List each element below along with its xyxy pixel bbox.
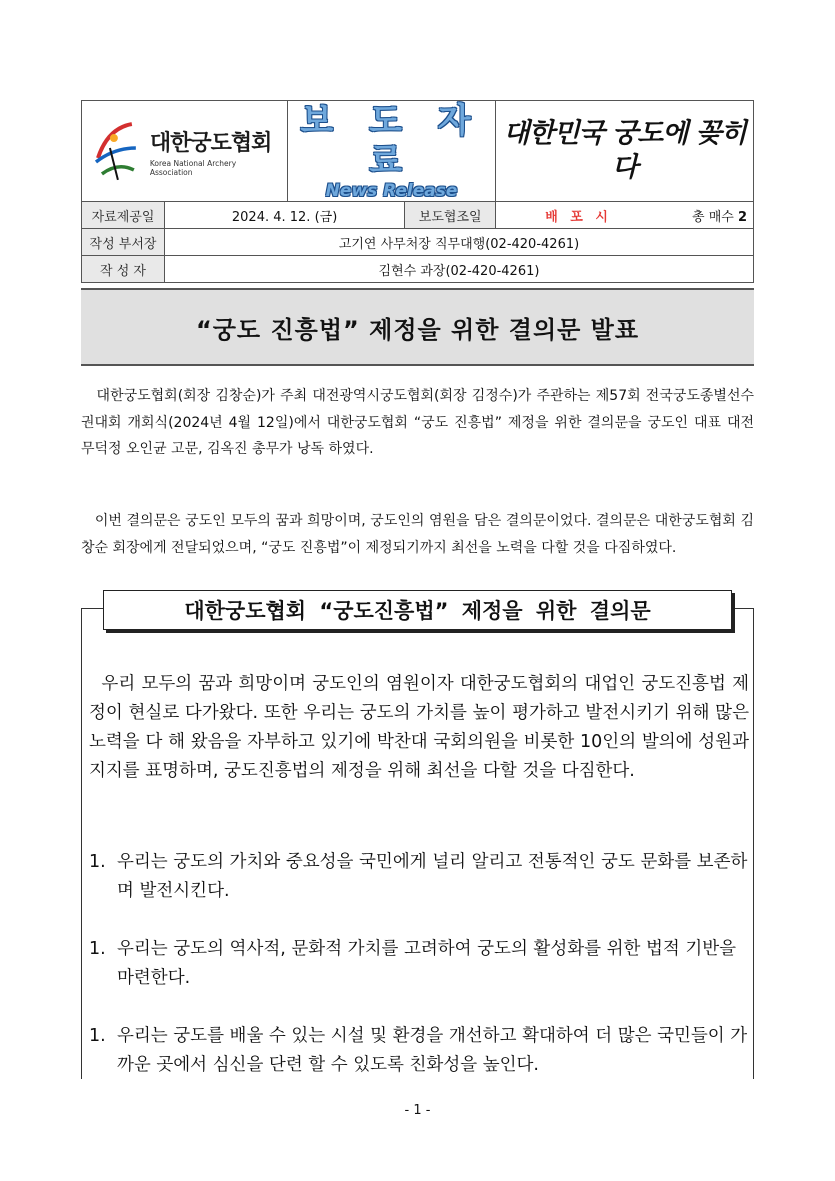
resolution-item-text: 우리는 궁도를 배울 수 있는 시설 및 환경을 개선하고 확대하여 더 많은 국민들이 가까운 곳에서 심신을 단련 할 수 있도록 친화성을 높인다. bbox=[117, 1026, 748, 1075]
coop-date-value: 배 포 시 bbox=[496, 202, 661, 229]
body-paragraph-2 bbox=[81, 508, 754, 561]
dept-value: 고기연 사무처장 직무대행(02-420-4261) bbox=[165, 229, 754, 256]
page-number: - 1 - bbox=[404, 1103, 431, 1118]
logo-cell bbox=[82, 101, 288, 202]
resolution-intro bbox=[89, 670, 749, 786]
association-logo-icon bbox=[88, 118, 144, 184]
headline: “궁도 진흥법” 제정을 위한 결의문 발표 bbox=[81, 288, 754, 366]
slogan-cell bbox=[496, 101, 754, 202]
slogan-calligraphy: 대한민국 궁도에 꽂히다 bbox=[503, 118, 746, 183]
header-table bbox=[81, 100, 754, 283]
resolution-item bbox=[89, 1022, 749, 1080]
resolution-item-text: 우리는 궁도의 역사적, 문화적 가치를 고려하여 궁도의 활성화를 위한 법적 기반을 마련한다. bbox=[117, 939, 737, 988]
resolution-item-number: 1. bbox=[89, 1026, 106, 1046]
title-cell bbox=[287, 101, 495, 202]
body-paragraph-2-text: 이번 결의문은 궁도인 모두의 꿈과 희망이며, 궁도인의 염원을 담은 결의문이었다. 결의문은 대한궁도협회 김창순 회장에게 전달되었으며, “궁도 진흥법”이 제정되기까지 최선을 노력을 다할 것을 다짐하였다. bbox=[81, 513, 754, 556]
org-name-ko: 대한궁도협회 bbox=[149, 130, 272, 156]
news-title-ko: 보 도 자 료 bbox=[300, 101, 483, 181]
resolution-item-number: 1. bbox=[89, 852, 106, 872]
page-count bbox=[661, 202, 754, 229]
resolution-item-number: 1. bbox=[89, 939, 106, 959]
news-title-en: News Release bbox=[325, 181, 458, 201]
author-label: 작 성 자 bbox=[82, 256, 165, 283]
org-name-en: Korea National Archery Association bbox=[149, 158, 237, 177]
body-paragraph-1-text: 대한궁도협회(회장 김창순)가 주최 대전광역시궁도협회(회장 김정수)가 주관하는 제57회 전국궁도종별선수권대회 개회식(2024년 4월 12일)에서 대한궁도협회 “궁도 진흥법” 제정을 위한 결의문을 궁도인 대표 대전 무덕정 오인균 고문, 김옥진 총무가 낭독 하였다. bbox=[81, 388, 754, 457]
page-count-label: 총 매수 bbox=[692, 209, 734, 225]
provide-date-value: 2024. 4. 12. (금) bbox=[165, 202, 405, 229]
provide-date-label: 자료제공일 bbox=[82, 202, 165, 229]
resolution-item bbox=[89, 935, 749, 993]
page-count-value: 2 bbox=[737, 209, 747, 225]
resolution-intro-text: 우리 모두의 꿈과 희망이며 궁도인의 염원이자 대한궁도협회의 대업인 궁도진흥법 제정이 현실로 다가왔다. 또한 우리는 궁도의 가치를 높이 평가하고 발전시키기 위해 많은 노력을 다 해 왔음을 자부하고 있기에 박찬대 국회의원을 비롯한 10인의 발의에 성원과 지지를 표명하며, 궁도진흥법의 제정을 위해 최선을 다할 것을 다짐한다. bbox=[89, 674, 749, 781]
author-value: 김현수 과장(02-420-4261) bbox=[165, 256, 754, 283]
coop-date-label: 보도협조일 bbox=[405, 202, 496, 229]
body-paragraph-1 bbox=[81, 383, 754, 463]
resolution-item-text: 우리는 궁도의 가치와 중요성을 국민에게 널리 알리고 전통적인 궁도 문화를 보존하며 발전시킨다. bbox=[117, 852, 748, 901]
resolution-title: 대한궁도협회 “궁도진흥법” 제정을 위한 결의문 bbox=[103, 590, 732, 630]
dept-label: 작성 부서장 bbox=[82, 229, 165, 256]
resolution-item bbox=[89, 848, 749, 906]
